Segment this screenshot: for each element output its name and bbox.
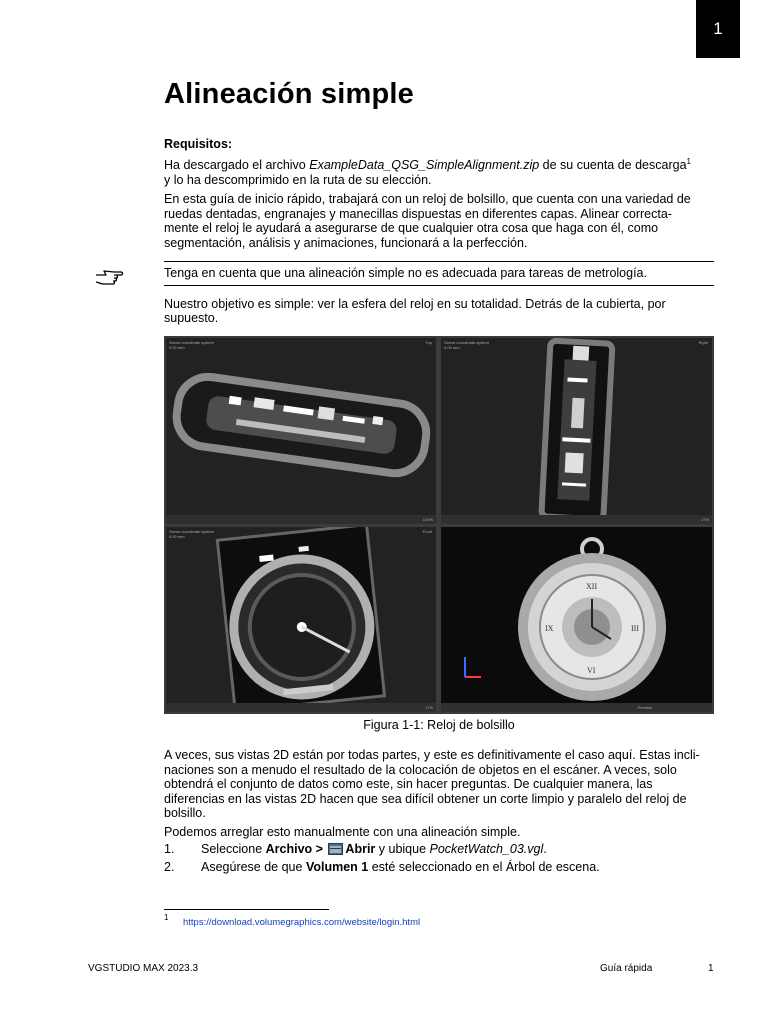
figure-caption: Figura 1-1: Reloj de bolsillo (363, 718, 515, 732)
render-mode: Preview (637, 705, 652, 710)
body-line: A veces, sus vistas 2D están por todas partes, y este es definitivamente el caso aquí. Estas incli- (164, 748, 700, 762)
menu-path-abrir: Abrir (345, 842, 376, 856)
view-name: Top (425, 340, 432, 345)
step-number: 1. (164, 842, 175, 856)
menu-path-archivo: Archivo > (265, 842, 327, 856)
zoom-level: 17% (700, 517, 709, 522)
open-folder-icon (328, 843, 343, 855)
front-slice-image (166, 527, 436, 712)
footnote-divider (164, 909, 329, 910)
viewport-toolbar[interactable] (166, 703, 436, 712)
footnote-ref[interactable]: 1 (686, 156, 691, 166)
zoom-level: 100% (422, 517, 433, 522)
viewport-right[interactable] (441, 338, 712, 524)
goal-line: supuesto. (164, 311, 219, 325)
view-name: Front (422, 529, 432, 534)
footnote-link[interactable]: https://download.volumegraphics.com/website/login.html (183, 917, 421, 928)
viewport-label: Scene coordinate system 0.00 mm (169, 340, 214, 350)
page-title: Alineación simple (164, 78, 414, 110)
right-slice-image (441, 338, 712, 524)
body-line: naciones son a menudo el resultado de la colocación de objetos en el escáner. A veces, solo (164, 763, 677, 777)
viewport-top[interactable] (166, 338, 436, 524)
requirements-line-1 (164, 158, 714, 173)
footer-page-number: 1 (708, 963, 714, 974)
viewport-front[interactable] (166, 527, 436, 712)
step-1: Seleccione Archivo > Abrir y ubique PocketWatch_03.vgl. (201, 842, 547, 856)
intro-line: segmentación, análisis y animaciones, funcionará a la perfección. (164, 236, 528, 250)
pointing-hand-icon (94, 268, 124, 288)
goal-line: Nuestro objetivo es simple: ver la esfera del reloj en su totalidad. Detrás de la cubierta, por (164, 297, 666, 311)
pocket-watch-3d-render (441, 527, 712, 712)
requirements-heading: Requisitos: (164, 137, 233, 151)
zoom-level: 17% (424, 705, 433, 710)
intro-line: mente el reloj le ayudará a asegurarse de que cualquier otra cosa que haga con él, como (164, 221, 659, 235)
chapter-tab: 1 (696, 0, 740, 58)
note-text: Tenga en cuenta que una alineación simple no es adecuada para tareas de metrología. (164, 266, 647, 280)
footer-doc-title: Guía rápida (600, 963, 653, 974)
step-2: Asegúrese de que Volumen 1 esté seleccionado en el Árbol de escena. (201, 860, 600, 874)
body-line: bolsillo. (164, 806, 206, 820)
viewport-toolbar[interactable] (441, 703, 712, 712)
svg-text:IX: IX (545, 624, 554, 633)
footnote-mark: 1 (164, 913, 169, 922)
body-line: diferencias en las vistas 2D hacen que sea difícil obtener un corte limpio y paralelo del reloj de (164, 792, 687, 806)
body-line: obtendrá el conjunto de datos como este, sin hacer preguntas. De cualquier manera, las (164, 777, 653, 791)
viewport-toolbar[interactable] (166, 515, 436, 524)
footer-product: VGSTUDIO MAX 2023.3 (88, 963, 199, 974)
requirements-line-2: y lo ha descomprimido en la ruta de su elección. (164, 173, 432, 187)
step-number: 2. (164, 860, 175, 874)
top-slice-image (166, 338, 436, 524)
vgl-filename: PocketWatch_03.vgl (429, 842, 544, 856)
volume-name: Volumen 1 (305, 860, 369, 874)
svg-text:XII: XII (586, 582, 598, 591)
intro-line: En esta guía de inicio rápido, trabajará con un reloj de bolsillo, que cuenta con una variedad de (164, 192, 691, 206)
zip-filename: ExampleData_QSG_SimpleAlignment.zip (309, 158, 540, 172)
svg-text:VI: VI (587, 666, 596, 675)
req-line1-post: de su cuenta de descarga (539, 158, 687, 172)
viewport-label: Scene coordinate system 0.00 mm (444, 340, 489, 350)
viewport-label: Scene coordinate system 0.00 mm (169, 529, 214, 539)
req-line1-pre: Ha descargado el archivo (164, 158, 310, 172)
viewport-3d[interactable] (441, 527, 712, 712)
intro-line: ruedas dentadas, engranajes y manecillas dispuestas en diferentes capas. Alinear correcta- (164, 207, 672, 221)
viewport-toolbar[interactable] (441, 515, 712, 524)
svg-text:III: III (631, 624, 639, 633)
axis-gizmo-icon (465, 657, 481, 677)
view-name: Right (698, 340, 708, 345)
pocket-watch-figure (164, 336, 714, 714)
note-box (164, 261, 714, 286)
fix-line: Podemos arreglar esto manualmente con una alineación simple. (164, 825, 521, 839)
